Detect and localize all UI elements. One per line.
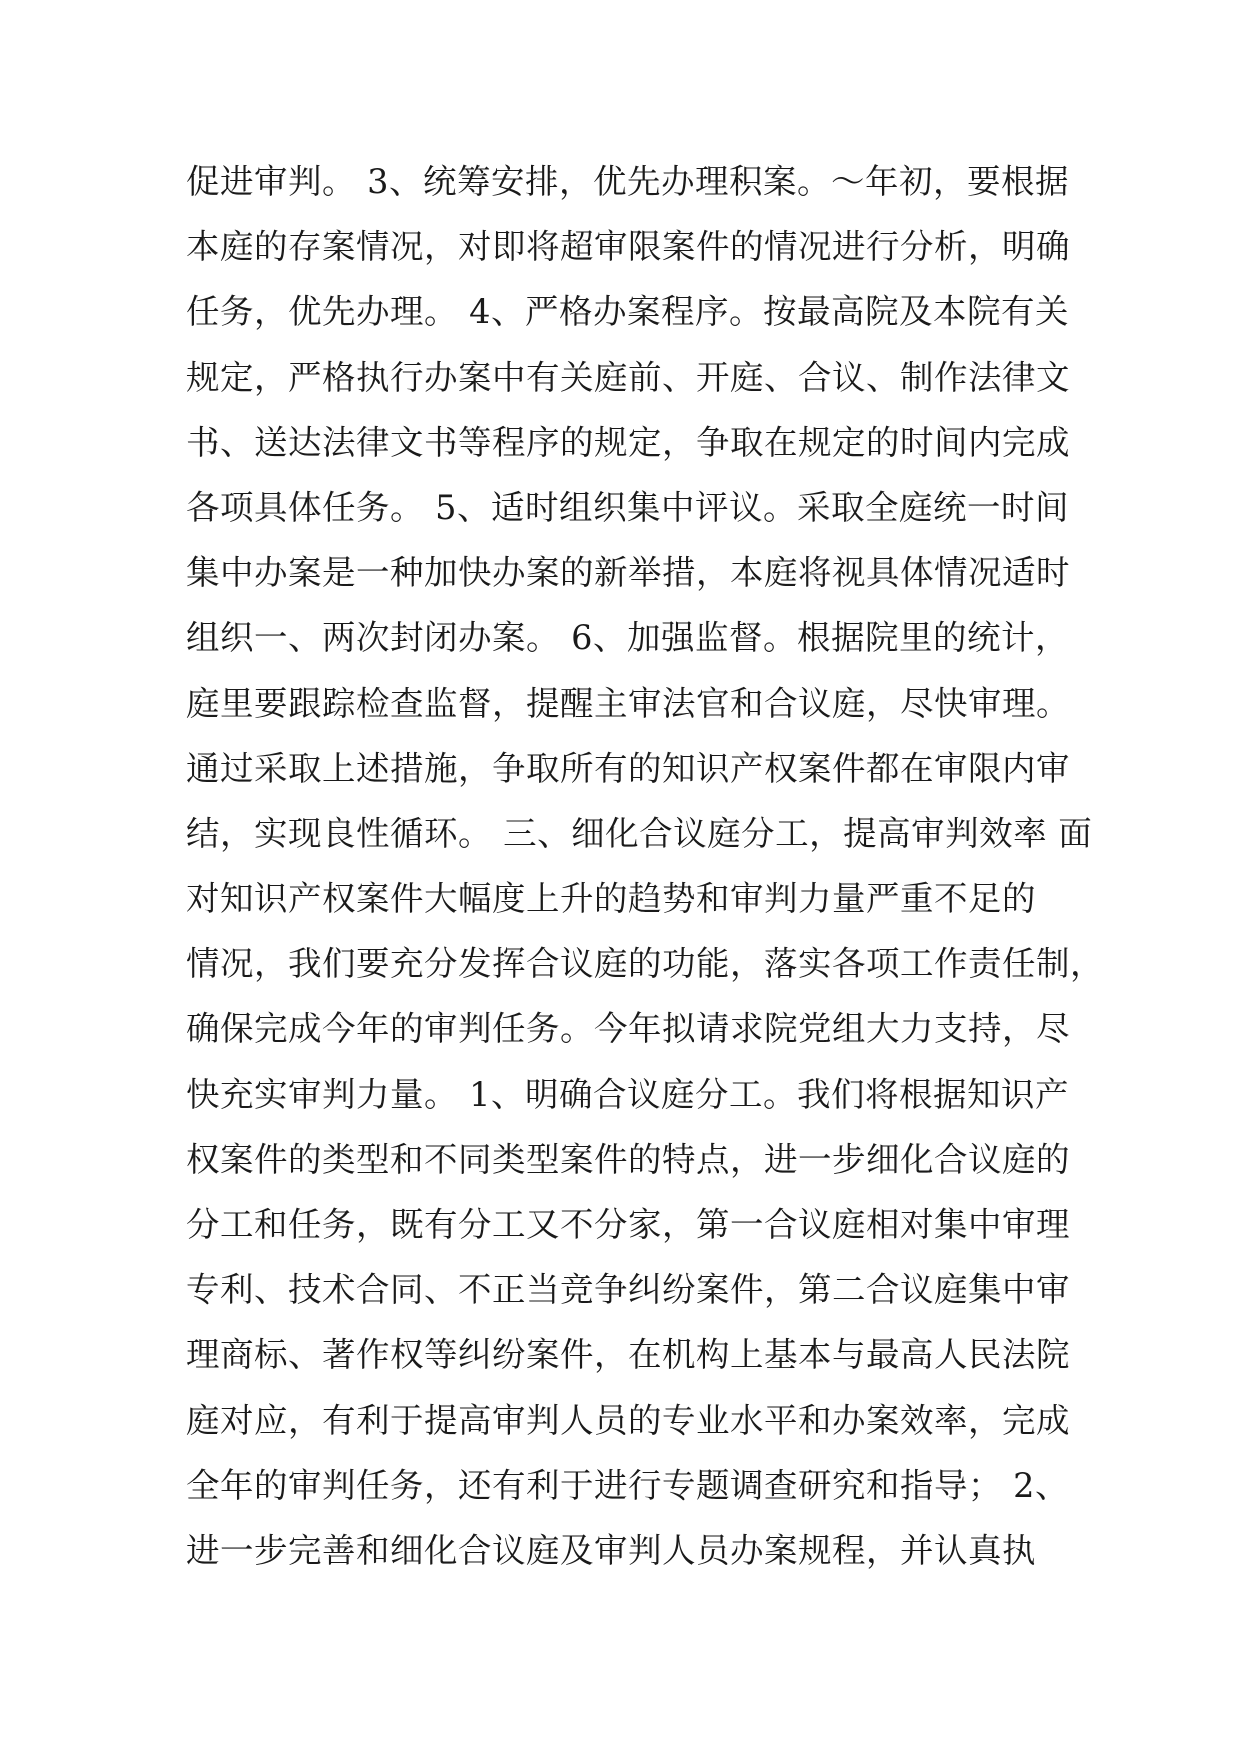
text-line: 全年的审判任务，还有利于进行专题调查研究和指导； 2、 <box>186 1465 1069 1505</box>
text-line: 快充实审判力量。 1、明确合议庭分工。我们将根据知识产 <box>186 1074 1069 1114</box>
text-line: 权案件的类型和不同类型案件的特点，进一步细化合议庭的 <box>186 1139 1070 1179</box>
text-line: 各项具体任务。 5、适时组织集中评议。采取全庭统一时间 <box>186 487 1069 527</box>
text-line: 书、送达法律文书等程序的规定，争取在规定的时间内完成 <box>186 422 1070 462</box>
text-line: 本庭的存案情况，对即将超审限案件的情况进行分析，明确 <box>186 227 1070 267</box>
text-line: 规定，严格执行办案中有关庭前、开庭、合议、制作法律文 <box>186 357 1070 397</box>
text-line: 通过采取上述措施，争取所有的知识产权案件都在审限内审 <box>186 748 1070 788</box>
body-text <box>186 156 1104 1590</box>
text-line: 组织一、两次封闭办案。 6、加强监督。根据院里的统计， <box>186 618 1069 658</box>
text-line: 结，实现良性循环。 三、细化合议庭分工，提高审判效率 面 <box>186 813 1093 853</box>
text-line: 确保完成今年的审判任务。今年拟请求院党组大力支持，尽 <box>186 1009 1070 1049</box>
text-line: 促进审判。 3、统筹安排，优先办理积案。～年初，要根据 <box>186 162 1069 201</box>
text-line: 对知识产权案件大幅度上升的趋势和审判力量严重不足的 <box>186 879 1036 919</box>
text-line: 理商标、著作权等纠纷案件，在机构上基本与最高人民法院 <box>186 1335 1070 1375</box>
text-line: 分工和任务，既有分工又不分家，第一合议庭相对集中审理 <box>186 1205 1070 1244</box>
text-line: 专利、技术合同、不正当竞争纠纷案件，第二合议庭集中审 <box>186 1270 1070 1310</box>
text-line: 庭对应，有利于提高审判人员的专业水平和办案效率，完成 <box>186 1400 1070 1440</box>
text-line: 集中办案是一种加快办案的新举措，本庭将视具体情况适时 <box>186 553 1070 593</box>
text-line: 进一步完善和细化合议庭及审判人员办案规程，并认真执 <box>186 1530 1036 1570</box>
text-line: 任务，优先办理。 4、严格办案程序。按最高院及本院有关 <box>186 292 1069 332</box>
text-line: 情况，我们要充分发挥合议庭的功能，落实各项工作责任制， <box>186 944 1104 984</box>
text-line: 庭里要跟踪检查监督，提醒主审法官和合议庭，尽快审理。 <box>186 683 1070 723</box>
